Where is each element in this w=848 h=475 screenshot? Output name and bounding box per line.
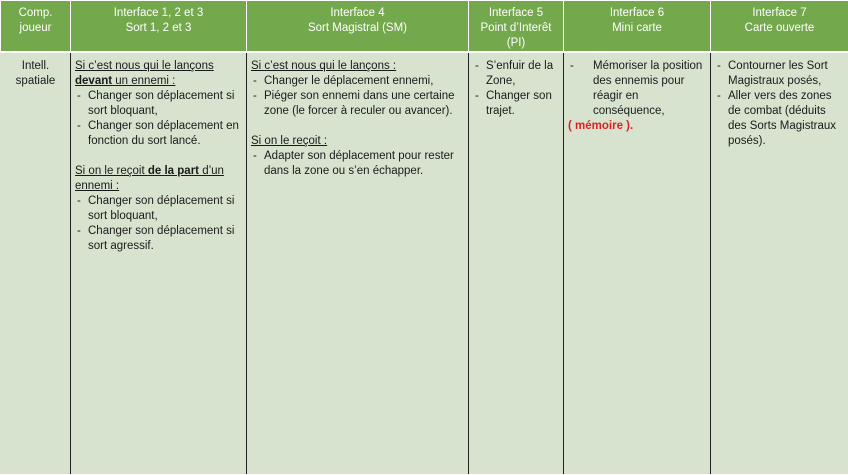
list-item: - Contourner les Sort Magistraux posés, (715, 59, 844, 89)
list-item: - S’enfuir de la Zone, (473, 59, 559, 89)
header-row (1, 1, 848, 53)
list-item: - Changer son trajet. (473, 89, 559, 119)
header-interface-5: Interface 5 Point d’Interêt (PI) (469, 1, 564, 53)
list-item: - Mémoriser la position des ennemis pour réagir en conséquence, (568, 59, 706, 119)
list-item: - Changer son déplacement si sort agressif. (75, 224, 242, 254)
cell-interface-6 (564, 52, 711, 475)
cast-heading: Si c’est nous qui le lançons devant un ennemi : (75, 60, 214, 87)
cast-block (251, 59, 464, 119)
cast-heading: Si c’est nous qui le lançons : (251, 60, 397, 72)
receive-heading: Si on le reçoit : (251, 135, 328, 147)
receive-block (251, 134, 464, 179)
header-competence: Comp. joueur (1, 1, 71, 53)
memory-note: ( mémoire ). (568, 120, 634, 132)
list-item: - Changer son déplacement si sort bloquant, (75, 194, 242, 224)
list-item: - Changer son déplacement en fonction du sort lancé. (75, 119, 242, 149)
header-interface-7: Interface 7 Carte ouverte (711, 1, 848, 53)
list-item: - Piéger son ennemi dans une certaine zone (le forcer à reculer ou avancer). (251, 89, 464, 119)
table-row (1, 52, 848, 475)
cell-interface-5 (469, 52, 564, 475)
cell-interface-7 (711, 52, 848, 475)
header-interface-6: Interface 6 Mini carte (564, 1, 711, 53)
receive-heading: Si on le reçoit de la part d’un ennemi : (75, 165, 224, 192)
receive-block (75, 164, 242, 254)
header-interface-4: Interface 4 Sort Magistral (SM) (247, 1, 469, 53)
list-item: - Aller vers des zones de combat (déduits des Sorts Magistraux posés). (715, 89, 844, 149)
list-item: - Changer le déplacement ennemi, (251, 74, 464, 89)
header-interface-1-3: Interface 1, 2 et 3 Sort 1, 2 et 3 (71, 1, 247, 53)
cast-block (75, 59, 242, 149)
list-item: - Changer son déplacement si sort bloquant, (75, 89, 242, 119)
cell-interface-1-3 (71, 52, 247, 475)
cell-competence: Intell. spatiale (1, 52, 71, 475)
cell-interface-4 (247, 52, 469, 475)
list-item: - Adapter son déplacement pour rester dans la zone ou s’en échapper. (251, 149, 464, 179)
